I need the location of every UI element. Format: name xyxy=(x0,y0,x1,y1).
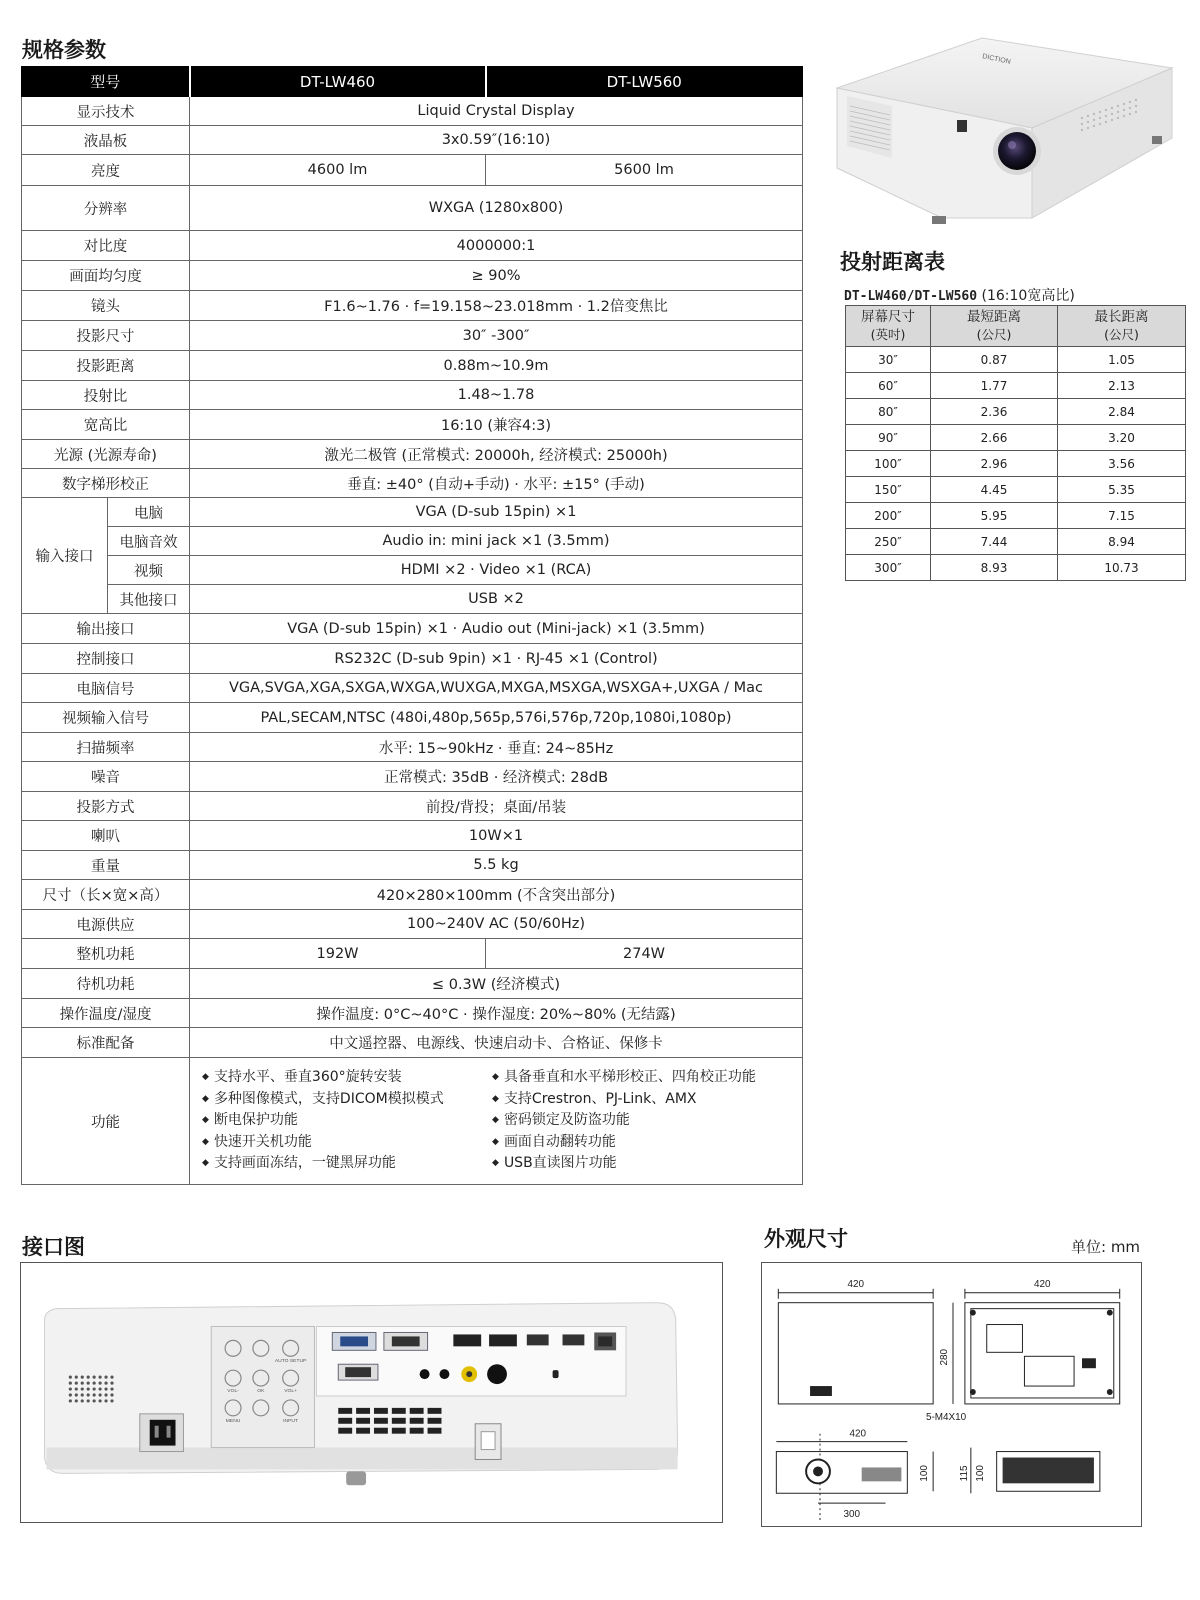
spec-label: 整机功耗 xyxy=(22,939,190,969)
spec-row xyxy=(22,351,803,381)
distance-cell: 2.96 xyxy=(931,451,1058,477)
spec-row xyxy=(22,733,803,762)
distance-row xyxy=(846,529,1186,555)
spec-row xyxy=(22,910,803,939)
spec-heading: 规格参数 xyxy=(22,38,106,62)
spec-table xyxy=(21,66,803,1185)
spec-sublabel: 视频 xyxy=(108,556,190,585)
spec-label: 液晶板 xyxy=(22,126,190,155)
feature-item: ◆ 支持水平、垂直360°旋转安装 xyxy=(202,1067,492,1089)
distance-row xyxy=(846,477,1186,503)
col-unit: (英吋) xyxy=(870,327,906,342)
distance-model: DT-LW460/DT-LW560 xyxy=(844,289,978,304)
feature-item: ◆ 支持画面冻结，一键黑屏功能 xyxy=(202,1153,492,1175)
spec-value: F1.6~1.76 · f=19.158~23.018mm · 1.2倍变焦比 xyxy=(190,291,803,321)
spec-row xyxy=(22,410,803,440)
spec-row xyxy=(22,762,803,792)
btn-ok-label: OK xyxy=(257,1389,265,1395)
distance-cell: 200″ xyxy=(846,503,931,529)
spec-row xyxy=(22,614,803,644)
distance-cell: 2.36 xyxy=(931,399,1058,425)
spec-label: 宽高比 xyxy=(22,410,190,440)
btn-vol-minus-label: VOL- xyxy=(227,1389,239,1395)
spec-row xyxy=(22,999,803,1028)
distance-cell: 5.35 xyxy=(1058,477,1186,503)
spec-value: 5.5 kg xyxy=(190,851,803,880)
spec-sublabel: 其他接口 xyxy=(108,585,190,614)
distance-header-row xyxy=(846,306,1186,347)
spec-value-m1: 192W xyxy=(190,939,486,969)
distance-cell: 100″ xyxy=(846,451,931,477)
spec-row xyxy=(22,851,803,880)
distance-cell: 7.15 xyxy=(1058,503,1186,529)
spec-value: WXGA (1280x800) xyxy=(190,186,803,231)
spec-row xyxy=(22,126,803,155)
distance-cell: 60″ xyxy=(846,373,931,399)
spec-value: 10W×1 xyxy=(190,821,803,851)
distance-row xyxy=(846,555,1186,581)
unit-label: 单位: mm xyxy=(1071,1238,1141,1256)
feature-item: ◆ 快速开关机功能 xyxy=(202,1132,492,1154)
distance-cell: 90″ xyxy=(846,425,931,451)
spec-row xyxy=(22,469,803,498)
spec-label: 标准配备 xyxy=(22,1028,190,1058)
distance-subtitle xyxy=(844,285,1075,305)
distance-cell: 30″ xyxy=(846,347,931,373)
spec-value: 正常模式: 35dB · 经济模式: 28dB xyxy=(190,762,803,792)
spec-row xyxy=(22,498,803,527)
spec-value: ≤ 0.3W (经济模式) xyxy=(190,969,803,999)
distance-col-header xyxy=(1058,306,1186,347)
distance-row xyxy=(846,347,1186,373)
distance-row xyxy=(846,373,1186,399)
spec-row xyxy=(22,792,803,821)
features-left xyxy=(202,1067,492,1175)
spec-value: 4000000:1 xyxy=(190,231,803,261)
distance-aspect: (16:10宽高比) xyxy=(981,288,1075,304)
distance-cell: 1.05 xyxy=(1058,347,1186,373)
spec-value: 水平: 15~90kHz · 垂直: 24~85Hz xyxy=(190,733,803,762)
spec-label: 投射比 xyxy=(22,381,190,410)
spec-value: Audio in: mini jack ×1 (3.5mm) xyxy=(190,527,803,556)
feature-item: ◆ 断电保护功能 xyxy=(202,1110,492,1132)
spec-row xyxy=(22,321,803,351)
distance-table xyxy=(845,305,1186,581)
spec-row xyxy=(22,261,803,291)
spec-value: 1.48~1.78 xyxy=(190,381,803,410)
spec-label: 光源 (光源寿命) xyxy=(22,440,190,469)
features-cell xyxy=(190,1058,803,1185)
spec-sublabel: 电脑 xyxy=(108,498,190,527)
distance-row xyxy=(846,503,1186,529)
distance-heading: 投射距离表 xyxy=(840,250,945,274)
distance-col-header xyxy=(846,306,931,347)
dim-lens-offset: 300 xyxy=(843,1509,861,1521)
spec-label: 投影距离 xyxy=(22,351,190,381)
dim-height-front: 100 xyxy=(919,1465,931,1482)
spec-value: VGA,SVGA,XGA,SXGA,WXGA,WUXGA,MXGA,MSXGA,WSXGA+,UXGA / Mac xyxy=(190,674,803,703)
spec-label: 分辨率 xyxy=(22,186,190,231)
projector-image xyxy=(832,18,1177,228)
spec-value: 30″ -300″ xyxy=(190,321,803,351)
features-right xyxy=(492,1067,802,1175)
spec-value: HDMI ×2 · Video ×1 (RCA) xyxy=(190,556,803,585)
dim-screw: 5-M4X10 xyxy=(925,1411,967,1423)
distance-cell: 2.66 xyxy=(931,425,1058,451)
dim-width-front: 420 xyxy=(849,1428,866,1440)
distance-body xyxy=(846,347,1186,581)
distance-cell: 2.84 xyxy=(1058,399,1186,425)
spec-row xyxy=(22,186,803,231)
spec-value: Liquid Crystal Display xyxy=(190,97,803,126)
dim-depth: 280 xyxy=(939,1349,951,1366)
spec-value: 3x0.59″(16:10) xyxy=(190,126,803,155)
distance-cell: 8.93 xyxy=(931,555,1058,581)
distance-cell: 8.94 xyxy=(1058,529,1186,555)
feature-item: ◆ 画面自动翻转功能 xyxy=(492,1132,802,1154)
spec-value: 中文遥控器、电源线、快速启动卡、合格证、保修卡 xyxy=(190,1028,803,1058)
btn-menu-label: MENU xyxy=(225,1418,241,1424)
spec-label: 对比度 xyxy=(22,231,190,261)
distance-cell: 80″ xyxy=(846,399,931,425)
spec-value: RS232C (D-sub 9pin) ×1 · RJ-45 ×1 (Control) xyxy=(190,644,803,674)
spec-label: 电源供应 xyxy=(22,910,190,939)
header-model-1: DT-LW460 xyxy=(190,67,486,97)
spec-label: 镜头 xyxy=(22,291,190,321)
distance-cell: 1.77 xyxy=(931,373,1058,399)
features-row xyxy=(22,1058,803,1185)
distance-cell: 4.45 xyxy=(931,477,1058,503)
distance-cell: 7.44 xyxy=(931,529,1058,555)
spec-label: 数字梯形校正 xyxy=(22,469,190,498)
spec-label: 输出接口 xyxy=(22,614,190,644)
spec-row xyxy=(22,440,803,469)
feature-item: ◆ 具备垂直和水平梯形校正、四角校正功能 xyxy=(492,1067,802,1089)
spec-row xyxy=(22,381,803,410)
spec-row xyxy=(22,703,803,733)
spec-row xyxy=(22,1028,803,1058)
distance-cell: 0.87 xyxy=(931,347,1058,373)
spec-value-m2: 274W xyxy=(486,939,803,969)
spec-value: USB ×2 xyxy=(190,585,803,614)
spec-label: 画面均匀度 xyxy=(22,261,190,291)
spec-value: 前投/背投；桌面/吊装 xyxy=(190,792,803,821)
spec-value: 0.88m~10.9m xyxy=(190,351,803,381)
spec-value: PAL,SECAM,NTSC (480i,480p,565p,576i,576p,720p,1080i,1080p) xyxy=(190,703,803,733)
spec-row xyxy=(22,291,803,321)
spec-label: 投影方式 xyxy=(22,792,190,821)
btn-auto-setup-label: AUTO SETUP xyxy=(274,1359,307,1365)
spec-label: 待机功耗 xyxy=(22,969,190,999)
feature-item: ◆ 密码锁定及防盗功能 xyxy=(492,1110,802,1132)
features-label: 功能 xyxy=(22,1058,190,1185)
spec-value: 垂直: ±40° (自动+手动) · 水平: ±15° (手动) xyxy=(190,469,803,498)
spec-label: 喇叭 xyxy=(22,821,190,851)
spec-label: 亮度 xyxy=(22,155,190,186)
spec-label: 操作温度/湿度 xyxy=(22,999,190,1028)
spec-row xyxy=(22,821,803,851)
spec-label: 显示技术 xyxy=(22,97,190,126)
dim-height-total: 115 xyxy=(958,1465,970,1482)
spec-sublabel: 电脑音效 xyxy=(108,527,190,556)
brand-label: DICTION xyxy=(981,53,1012,66)
spec-row xyxy=(22,939,803,969)
distance-row xyxy=(846,399,1186,425)
dim-height-rear: 100 xyxy=(974,1465,986,1482)
distance-cell: 3.56 xyxy=(1058,451,1186,477)
spec-value: 16:10 (兼容4:3) xyxy=(190,410,803,440)
input-group-label: 输入接口 xyxy=(22,498,108,614)
spec-label: 重量 xyxy=(22,851,190,880)
distance-cell: 3.20 xyxy=(1058,425,1186,451)
distance-cell: 2.13 xyxy=(1058,373,1186,399)
feature-item: ◆ USB直读图片功能 xyxy=(492,1153,802,1175)
distance-cell: 300″ xyxy=(846,555,931,581)
spec-value-m2: 5600 lm xyxy=(486,155,803,186)
spec-label: 扫描频率 xyxy=(22,733,190,762)
distance-row xyxy=(846,425,1186,451)
spec-row xyxy=(22,556,803,585)
spec-value: VGA (D-sub 15pin) ×1 · Audio out (Mini-jack) ×1 (3.5mm) xyxy=(190,614,803,644)
distance-col-header xyxy=(931,306,1058,347)
spec-header-row xyxy=(22,67,803,97)
dimensions-heading: 外观尺寸 xyxy=(764,1227,848,1251)
distance-cell: 150″ xyxy=(846,477,931,503)
col-title: 屏幕尺寸 xyxy=(861,309,915,325)
col-title: 最长距离 xyxy=(1094,309,1149,325)
col-unit: (公尺) xyxy=(976,327,1012,342)
spec-row xyxy=(22,969,803,999)
spec-value: 操作温度: 0°C~40°C · 操作湿度: 20%~80% (无结露) xyxy=(190,999,803,1028)
spec-value: 420×280×100mm (不含突出部分) xyxy=(190,880,803,910)
spec-row xyxy=(22,231,803,261)
spec-value: 100~240V AC (50/60Hz) xyxy=(190,910,803,939)
spec-row xyxy=(22,155,803,186)
spec-row xyxy=(22,880,803,910)
header-model: 型号 xyxy=(22,67,190,97)
spec-value-m1: 4600 lm xyxy=(190,155,486,186)
spec-label: 视频输入信号 xyxy=(22,703,190,733)
spec-row xyxy=(22,527,803,556)
header-model-2: DT-LW560 xyxy=(486,67,803,97)
btn-input-label: INPUT xyxy=(283,1418,299,1424)
spec-label: 噪音 xyxy=(22,762,190,792)
interface-heading: 接口图 xyxy=(22,1235,85,1259)
spec-label: 投影尺寸 xyxy=(22,321,190,351)
dim-width-top-left: 420 xyxy=(847,1278,864,1290)
feature-item: ◆ 多种图像模式，支持DICOM模拟模式 xyxy=(202,1089,492,1111)
spec-label: 尺寸（长×宽×高） xyxy=(22,880,190,910)
spec-label: 电脑信号 xyxy=(22,674,190,703)
btn-vol-plus-label: VOL+ xyxy=(284,1389,298,1395)
dimension-drawing xyxy=(761,1262,1142,1527)
spec-value: VGA (D-sub 15pin) ×1 xyxy=(190,498,803,527)
spec-row xyxy=(22,674,803,703)
distance-cell: 10.73 xyxy=(1058,555,1186,581)
dim-width-top-right: 420 xyxy=(1034,1278,1051,1290)
spec-row xyxy=(22,97,803,126)
spec-row xyxy=(22,585,803,614)
spec-value: 激光二极管 (正常模式: 20000h, 经济模式: 25000h) xyxy=(190,440,803,469)
col-unit: (公尺) xyxy=(1104,327,1139,342)
distance-cell: 250″ xyxy=(846,529,931,555)
spec-label: 控制接口 xyxy=(22,644,190,674)
spec-value: ≥ 90% xyxy=(190,261,803,291)
interface-image xyxy=(20,1262,723,1523)
distance-cell: 5.95 xyxy=(931,503,1058,529)
spec-row xyxy=(22,644,803,674)
distance-row xyxy=(846,451,1186,477)
feature-item: ◆ 支持Crestron、PJ-Link、AMX xyxy=(492,1089,802,1111)
col-title: 最短距离 xyxy=(967,309,1021,325)
